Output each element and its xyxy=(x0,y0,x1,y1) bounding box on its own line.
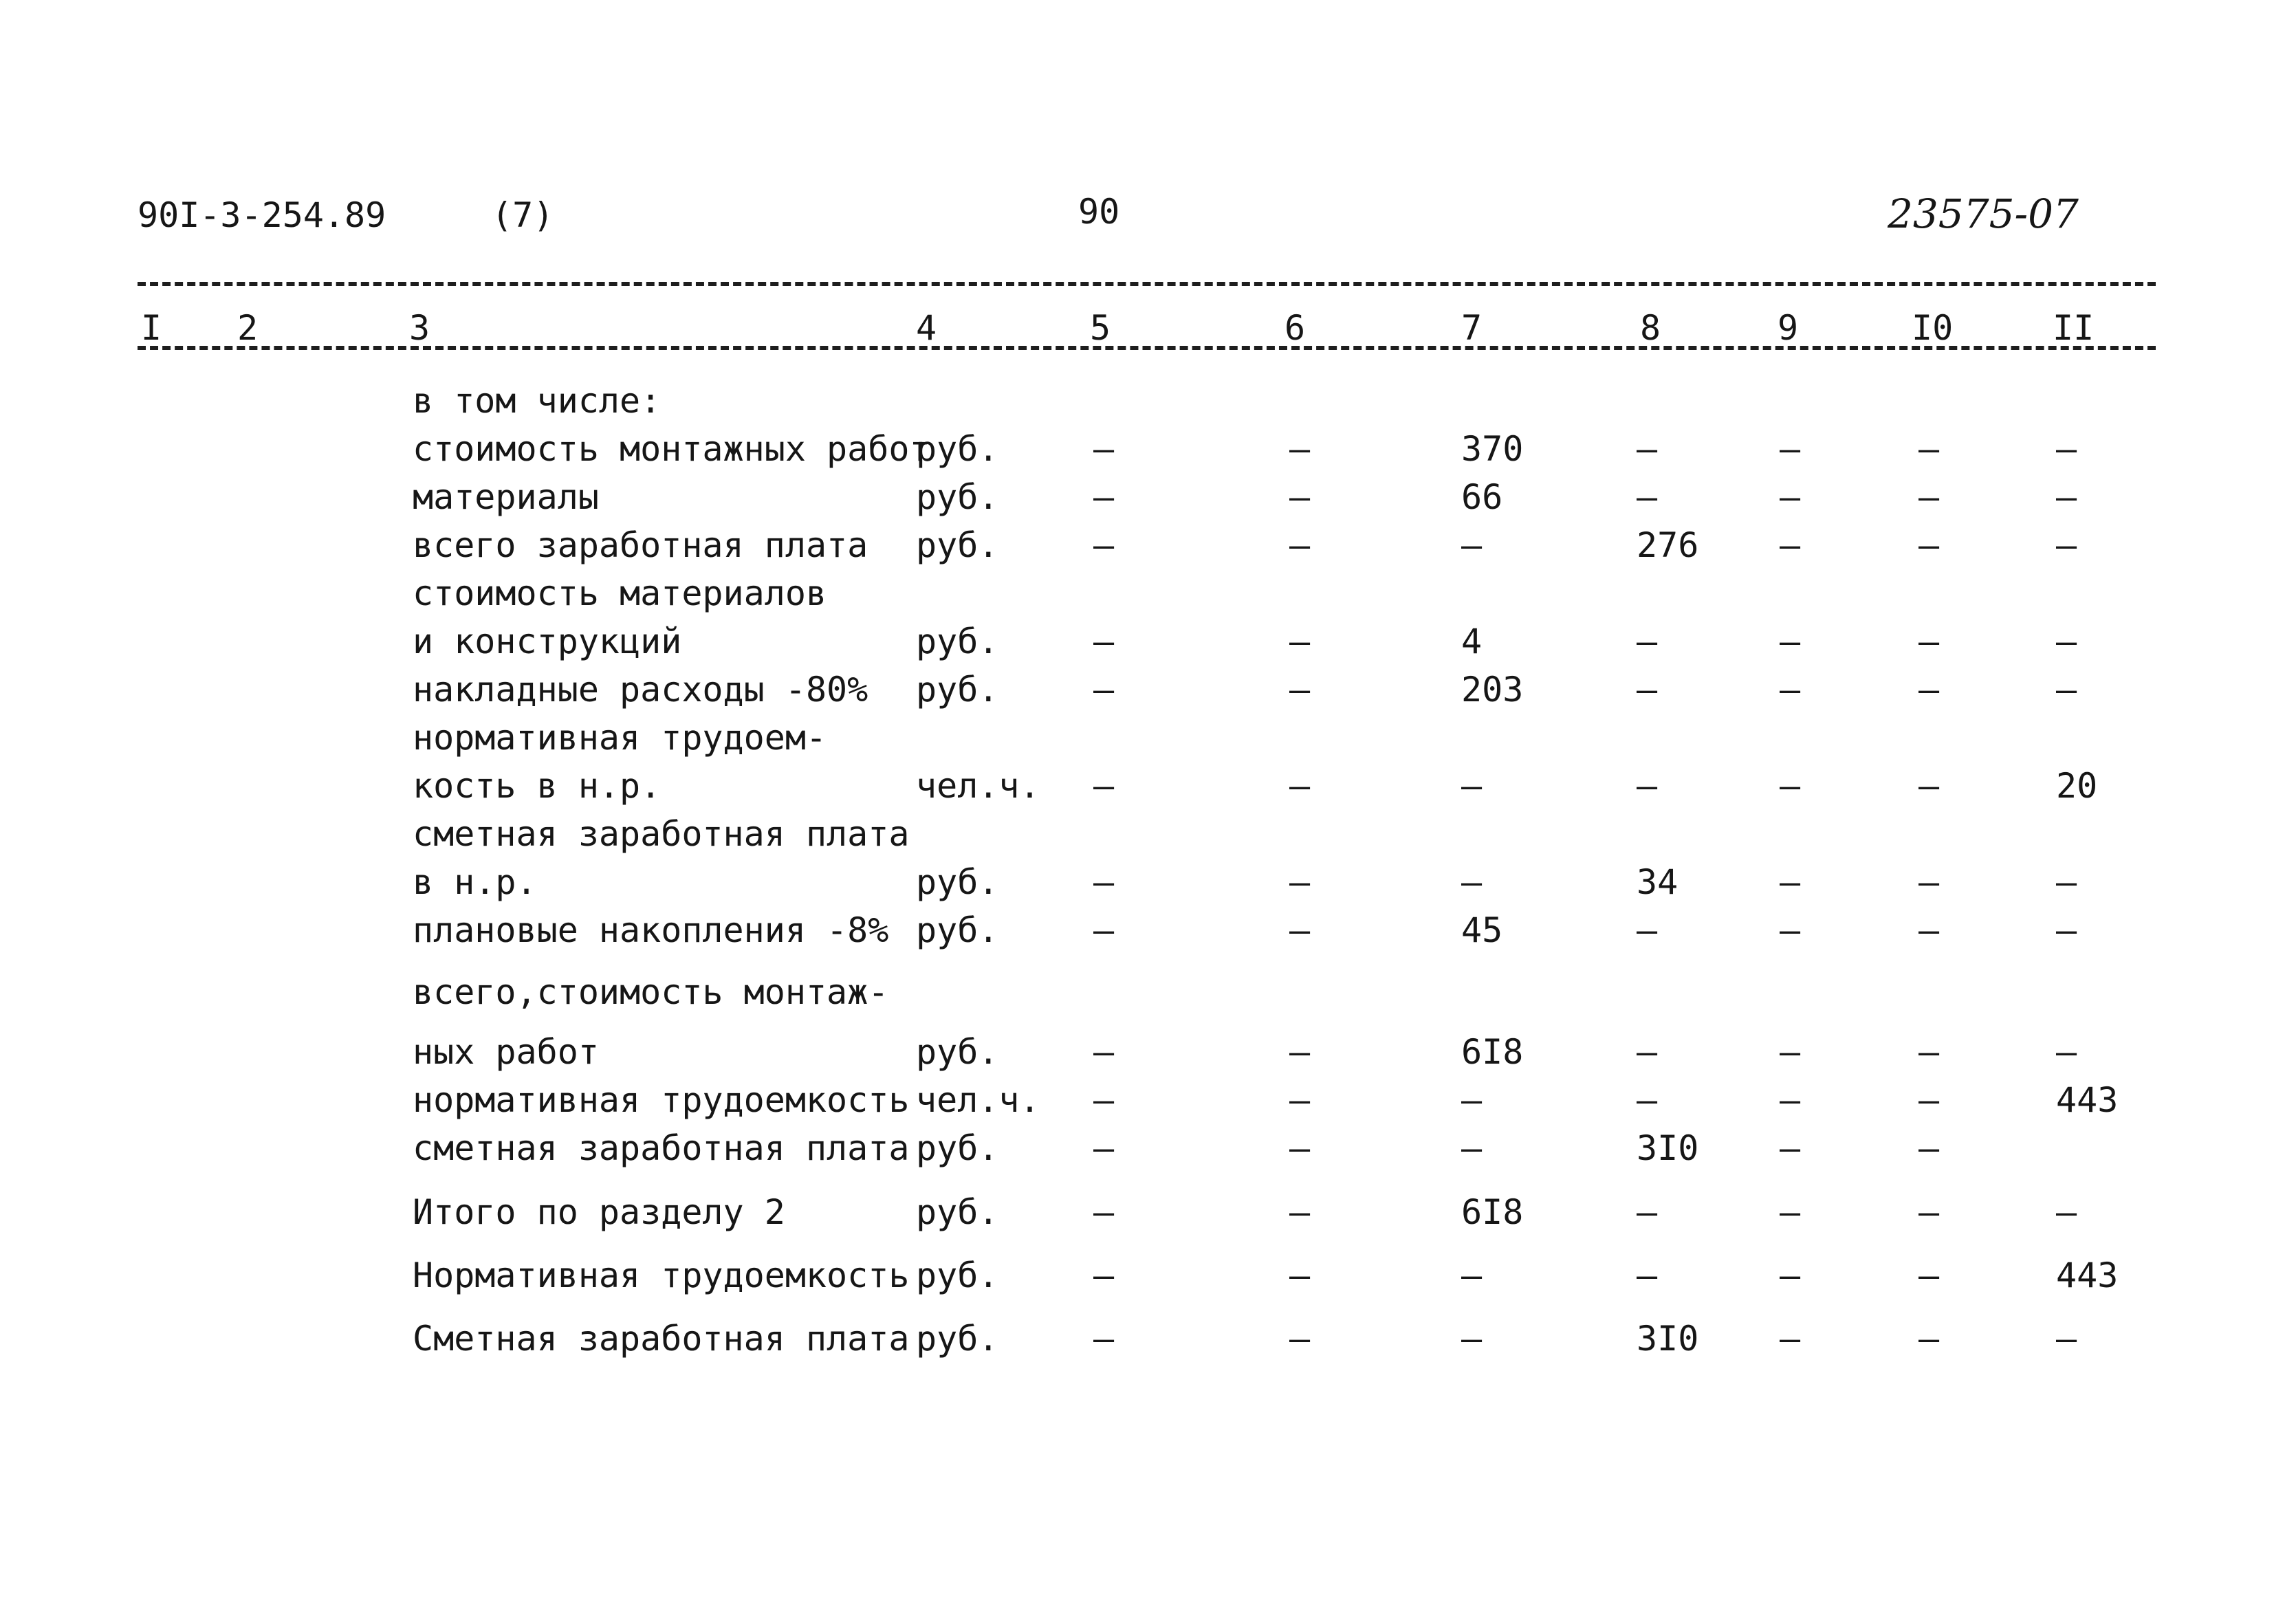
col-10-cell: – xyxy=(1918,1080,1940,1120)
document-code: 90I-3-254.89 xyxy=(138,195,386,235)
sheet-number: (7) xyxy=(492,195,554,235)
row-label: всего заработная плата xyxy=(413,525,868,565)
col-9-cell: – xyxy=(1780,1192,1801,1232)
col-6-cell: – xyxy=(1289,525,1311,565)
col-10-cell: – xyxy=(1918,1192,1940,1232)
col-11-cell: – xyxy=(2056,670,2077,710)
column-number: 6 xyxy=(1284,308,1306,348)
col-7-cell: 4 xyxy=(1461,622,1483,661)
column-number: II xyxy=(2053,308,2095,348)
col-6-cell: – xyxy=(1289,1255,1311,1295)
col-8-cell: – xyxy=(1637,670,1658,710)
col-6-cell: – xyxy=(1289,1128,1311,1168)
col-10-cell: – xyxy=(1918,862,1940,902)
unit-cell: руб. xyxy=(916,862,999,902)
unit-cell: руб. xyxy=(916,622,999,661)
col-10-cell: – xyxy=(1918,1255,1940,1295)
col-9-cell: – xyxy=(1780,477,1801,517)
col-10-cell: – xyxy=(1918,910,1940,950)
col-5-cell: – xyxy=(1093,766,1115,806)
col-6-cell: – xyxy=(1289,670,1311,710)
col-9-cell: – xyxy=(1780,670,1801,710)
col-9-cell: – xyxy=(1780,1319,1801,1359)
col-5-cell: – xyxy=(1093,1192,1115,1232)
col-6-cell: – xyxy=(1289,477,1311,517)
col-10-cell: – xyxy=(1918,1032,1940,1072)
column-number: 3 xyxy=(409,308,430,348)
unit-cell: руб. xyxy=(916,1128,999,1168)
col-8-cell: – xyxy=(1637,1255,1658,1295)
col-11-cell: – xyxy=(2056,910,2077,950)
row-label: и конструкций xyxy=(413,622,682,661)
row-label: в н.р. xyxy=(413,862,537,902)
row-label: нормативная трудоем- xyxy=(413,718,827,758)
unit-cell: руб. xyxy=(916,910,999,950)
col-10-cell: – xyxy=(1918,1319,1940,1359)
col-8-cell: – xyxy=(1637,1080,1658,1120)
col-11-cell: – xyxy=(2056,862,2077,902)
col-7-cell: – xyxy=(1461,525,1483,565)
row-label: всего,стоимость монтаж- xyxy=(413,972,889,1012)
col-9-cell: – xyxy=(1780,1128,1801,1168)
column-number: I xyxy=(141,308,162,348)
col-11-cell: – xyxy=(2056,429,2077,469)
row-label: плановые накопления -8% xyxy=(413,910,889,950)
column-number: 2 xyxy=(237,308,259,348)
row-label: Итого по разделу 2 xyxy=(413,1192,785,1232)
row-label: стоимость монтажных работ xyxy=(413,429,930,469)
col-9-cell: – xyxy=(1780,622,1801,661)
col-6-cell: – xyxy=(1289,622,1311,661)
page-number: 90 xyxy=(1078,192,1120,232)
col-5-cell: – xyxy=(1093,1255,1115,1295)
col-6-cell: – xyxy=(1289,1319,1311,1359)
col-9-cell: – xyxy=(1780,1255,1801,1295)
col-7-cell: – xyxy=(1461,766,1483,806)
column-number: 8 xyxy=(1640,308,1661,348)
col-9-cell: – xyxy=(1780,766,1801,806)
col-9-cell: – xyxy=(1780,862,1801,902)
col-5-cell: – xyxy=(1093,477,1115,517)
col-11-cell: – xyxy=(2056,622,2077,661)
unit-cell: руб. xyxy=(916,1255,999,1295)
col-8-cell: – xyxy=(1637,1192,1658,1232)
col-11-cell: – xyxy=(2056,477,2077,517)
col-10-cell: – xyxy=(1918,670,1940,710)
col-6-cell: – xyxy=(1289,1192,1311,1232)
col-5-cell: – xyxy=(1093,622,1115,661)
col-9-cell: – xyxy=(1780,429,1801,469)
col-10-cell: – xyxy=(1918,477,1940,517)
col-6-cell: – xyxy=(1289,1080,1311,1120)
unit-cell: руб. xyxy=(916,429,999,469)
col-8-cell: – xyxy=(1637,429,1658,469)
unit-cell: руб. xyxy=(916,1032,999,1072)
col-7-cell: 45 xyxy=(1461,910,1503,950)
col-9-cell: – xyxy=(1780,525,1801,565)
col-9-cell: – xyxy=(1780,910,1801,950)
col-8-cell: – xyxy=(1637,622,1658,661)
column-number: 5 xyxy=(1090,308,1111,348)
col-8-cell: – xyxy=(1637,910,1658,950)
row-label: сметная заработная плата xyxy=(413,1128,910,1168)
unit-cell: руб. xyxy=(916,477,999,517)
col-8-cell: – xyxy=(1637,477,1658,517)
col-7-cell: – xyxy=(1461,1080,1483,1120)
column-number: 9 xyxy=(1778,308,1799,348)
col-10-cell: – xyxy=(1918,525,1940,565)
col-7-cell: 6I8 xyxy=(1461,1032,1524,1072)
col-6-cell: – xyxy=(1289,429,1311,469)
col-5-cell: – xyxy=(1093,1080,1115,1120)
column-number: 4 xyxy=(916,308,937,348)
header-top-rule xyxy=(138,282,2156,286)
col-8-cell: 3I0 xyxy=(1637,1319,1699,1359)
col-11-cell: – xyxy=(2056,1032,2077,1072)
row-label: Нормативная трудоемкость xyxy=(413,1255,910,1295)
col-10-cell: – xyxy=(1918,429,1940,469)
col-5-cell: – xyxy=(1093,1319,1115,1359)
column-number: 7 xyxy=(1461,308,1483,348)
row-label: материалы xyxy=(413,477,599,517)
col-7-cell: 6I8 xyxy=(1461,1192,1524,1232)
col-5-cell: – xyxy=(1093,862,1115,902)
archive-number: 23575-07 xyxy=(1888,190,2079,237)
header-bottom-rule xyxy=(138,346,2156,350)
col-7-cell: – xyxy=(1461,1319,1483,1359)
col-11-cell: 443 xyxy=(2056,1255,2119,1295)
unit-cell: чел.ч. xyxy=(916,766,1040,806)
col-9-cell: – xyxy=(1780,1080,1801,1120)
col-11-cell: – xyxy=(2056,1319,2077,1359)
col-5-cell: – xyxy=(1093,429,1115,469)
col-5-cell: – xyxy=(1093,1032,1115,1072)
col-6-cell: – xyxy=(1289,910,1311,950)
col-8-cell: – xyxy=(1637,1032,1658,1072)
col-7-cell: 370 xyxy=(1461,429,1524,469)
col-5-cell: – xyxy=(1093,910,1115,950)
col-6-cell: – xyxy=(1289,766,1311,806)
col-11-cell: – xyxy=(2056,1192,2077,1232)
col-9-cell: – xyxy=(1780,1032,1801,1072)
col-7-cell: 66 xyxy=(1461,477,1503,517)
row-label: ных работ xyxy=(413,1032,599,1072)
unit-cell: руб. xyxy=(916,670,999,710)
row-label: Сметная заработная плата xyxy=(413,1319,910,1359)
col-10-cell: – xyxy=(1918,1128,1940,1168)
col-5-cell: – xyxy=(1093,1128,1115,1168)
col-5-cell: – xyxy=(1093,525,1115,565)
row-label: сметная заработная плата xyxy=(413,814,910,854)
column-number: I0 xyxy=(1912,308,1954,348)
col-7-cell: – xyxy=(1461,862,1483,902)
col-11-cell: 443 xyxy=(2056,1080,2119,1120)
col-6-cell: – xyxy=(1289,862,1311,902)
unit-cell: руб. xyxy=(916,1192,999,1232)
col-8-cell: – xyxy=(1637,766,1658,806)
col-7-cell: – xyxy=(1461,1255,1483,1295)
unit-cell: чел.ч. xyxy=(916,1080,1040,1120)
col-10-cell: – xyxy=(1918,622,1940,661)
row-label: нормативная трудоемкость xyxy=(413,1080,910,1120)
row-label: в том числе: xyxy=(413,381,662,421)
col-10-cell: – xyxy=(1918,766,1940,806)
row-label: стоимость материалов xyxy=(413,573,827,613)
col-5-cell: – xyxy=(1093,670,1115,710)
col-11-cell: – xyxy=(2056,525,2077,565)
unit-cell: руб. xyxy=(916,525,999,565)
col-7-cell: – xyxy=(1461,1128,1483,1168)
col-8-cell: 276 xyxy=(1637,525,1699,565)
col-11-cell: 20 xyxy=(2056,766,2098,806)
row-label: кость в н.р. xyxy=(413,766,662,806)
col-8-cell: 34 xyxy=(1637,862,1679,902)
col-8-cell: 3I0 xyxy=(1637,1128,1699,1168)
col-7-cell: 203 xyxy=(1461,670,1524,710)
row-label: накладные расходы -80% xyxy=(413,670,868,710)
unit-cell: руб. xyxy=(916,1319,999,1359)
col-6-cell: – xyxy=(1289,1032,1311,1072)
